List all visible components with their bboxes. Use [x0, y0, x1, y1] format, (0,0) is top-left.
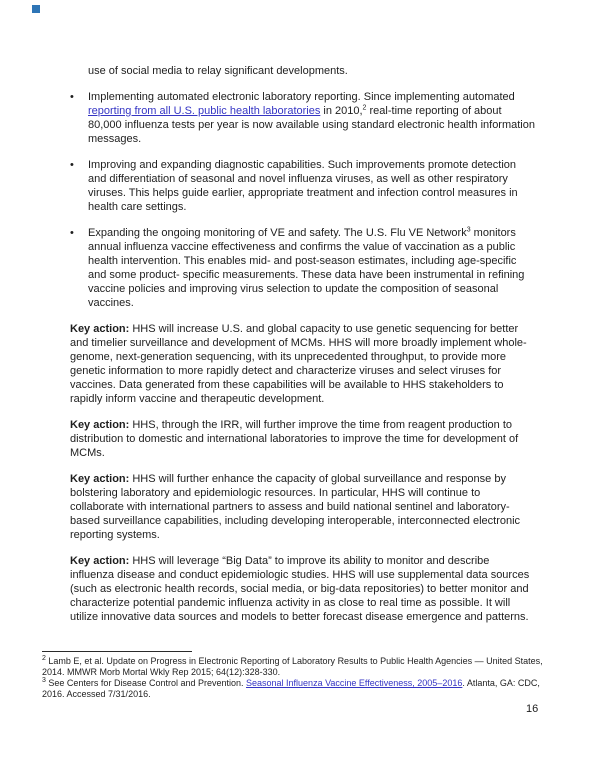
bullet1-post: real-time reporting of about 80,000 influenza tests per year is now available using standard electronic health information messages.	[88, 105, 535, 145]
list-item-text	[88, 158, 536, 214]
bullet1-pre: Implementing automated electronic laboratory reporting. Since implementing automated	[88, 91, 515, 103]
link-public-health-laboratories[interactable]: reporting from all U.S. public health laboratories	[88, 105, 321, 117]
footnote-3	[42, 678, 564, 700]
footnote3-post: . Atlanta, GA: CDC, 2016. Accessed 7/31/2016.	[42, 678, 540, 699]
page-body	[70, 64, 536, 636]
bullet3-post: monitors annual influenza vaccine effectiveness and confirms the value of vaccination as a public health intervention. This enables mid- and post-season estimates, including age-specific and some product- specific measurements. These data have been instrumental in refining vaccine policies and improving virus selection to update the composition of seasonal vaccines.	[88, 227, 525, 309]
key-action1-text: HHS will increase U.S. and global capacity to use genetic sequencing for better and timelier surveillance and development of MCMs. HHS will more broadly implement whole-genome, next-generation sequencing, with its unprecedented throughput, to provide more genetic information to more rapidly detect and characterize viruses and select viruses for vaccines. Data generated from these capabilities will be available to HHS stakeholders to rapidly inform vaccine and therapeutic development.	[70, 323, 527, 405]
link-seasonal-influenza-vaccine-effectiveness[interactable]: Seasonal Influenza Vaccine Effectiveness, 2005–2016	[246, 678, 463, 688]
bullet-marker: •	[70, 91, 74, 103]
key-action-paragraph	[70, 554, 536, 624]
annotation-marker	[32, 5, 40, 13]
continuation-text: use of social media to relay significant developments.	[88, 65, 348, 77]
page-number: 16	[526, 703, 539, 715]
bullet-marker: •	[70, 159, 74, 171]
key-action-paragraph	[70, 418, 536, 460]
footnote2-number: 2	[42, 655, 46, 662]
footnote-section	[42, 651, 564, 700]
footnote-2	[42, 656, 564, 678]
bullet3-pre: Expanding the ongoing monitoring of VE and safety. The U.S. Flu VE Network	[88, 227, 467, 239]
footnote2-text: Lamb E, et al. Update on Progress in Electronic Reporting of Laboratory Results to Public Health Agencies — United States, 2014. MMWR Morb Mortal Wkly Rep 2015; 64(12):328-330.	[42, 656, 543, 677]
bullet2-text: Improving and expanding diagnostic capabilities. Such improvements promote detection and differentiation of seasonal and novel influenza viruses, as well as other respiratory viruses. This helps guide earlier, appropriate treatment and infection control measures in health care settings.	[88, 159, 518, 213]
list-item-text	[88, 90, 536, 146]
bullet1-mid: in 2010,	[320, 105, 363, 117]
bullet-marker: •	[70, 227, 74, 239]
key-action-label: Key action:	[70, 323, 130, 335]
list-item	[70, 158, 536, 214]
footnote3-number: 3	[42, 677, 46, 684]
list-item	[70, 90, 536, 146]
key-action-label: Key action:	[70, 555, 130, 567]
key-action-label: Key action:	[70, 419, 130, 431]
footnote-ref-3: 3	[466, 226, 471, 234]
list-item-text	[88, 226, 536, 310]
key-action-label: Key action:	[70, 473, 130, 485]
footnote-ref-2: 2	[362, 104, 367, 112]
key-action4-text: HHS will leverage “Big Data” to improve its ability to monitor and describe influenza disease and conduct epidemiologic studies. HHS will use supplemental data sources (such as electronic health records, social media, or big-data repositories) to better monitor and characterize potential pandemic influenza activity in as close to real time as possible. It will utilize innovative data sources and models to better forecast disease emergence and patterns.	[70, 555, 530, 623]
key-action2-text: HHS, through the IRR, will further improve the time from reagent production to distribution to domestic and international laboratories to improve the time for development of MCMs.	[70, 419, 519, 459]
key-action-paragraph	[70, 322, 536, 406]
list-item	[70, 226, 536, 310]
key-action3-text: HHS will further enhance the capacity of global surveillance and response by bolstering laboratory and epidemiologic resources. In particular, HHS will continue to collaborate with international partners to assess and build national sentinel and laboratory-based surveillance capabilities, including developing interoperable, interconnected electronic reporting systems.	[70, 473, 521, 541]
key-action-paragraph	[70, 472, 536, 542]
footnote3-pre: See Centers for Disease Control and Prevention.	[45, 678, 247, 688]
footnote-separator	[42, 651, 192, 652]
paragraph-continuation	[88, 64, 536, 78]
